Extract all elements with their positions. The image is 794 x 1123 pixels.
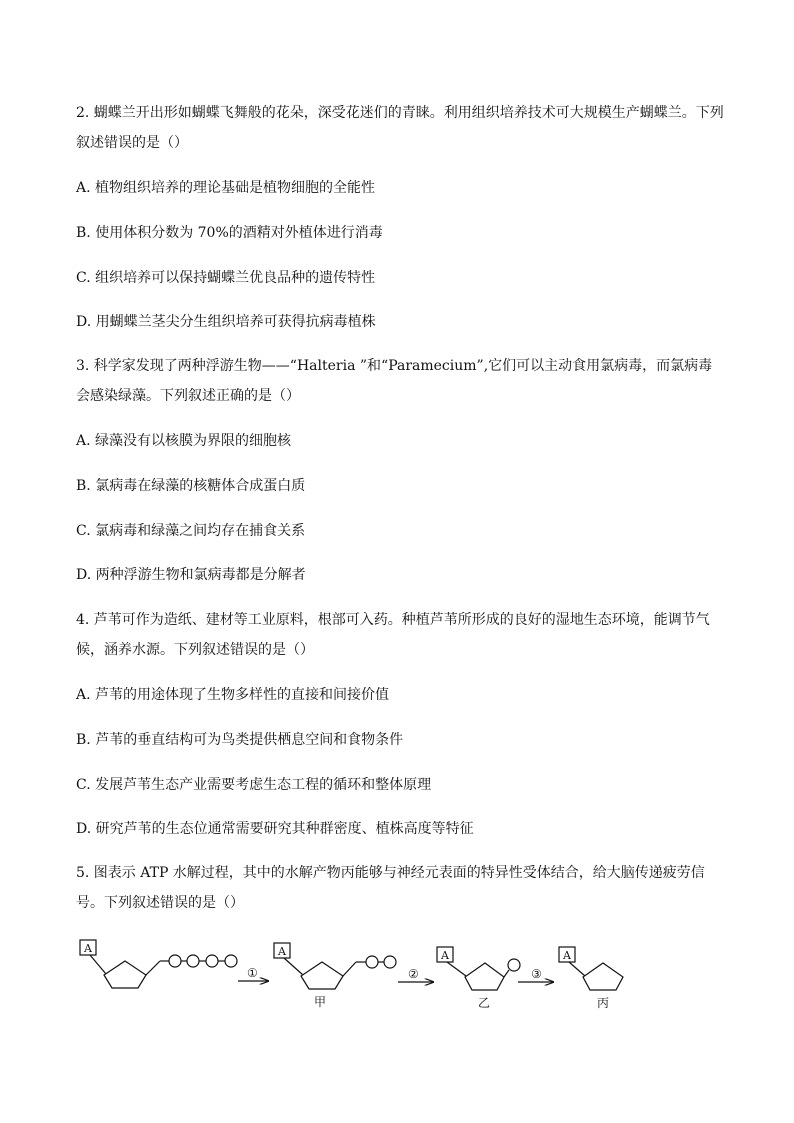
product-label-jia: 甲 bbox=[314, 995, 327, 1009]
step-label-1: ① bbox=[247, 966, 258, 980]
question-3-option-a: A. 绿藻没有以核膜为界限的细胞核 bbox=[76, 433, 292, 449]
phosphate-group bbox=[508, 959, 520, 971]
step-label-3: ③ bbox=[531, 967, 542, 981]
phosphate-group bbox=[366, 956, 378, 968]
ribose-pentagon bbox=[301, 962, 343, 989]
adenine-label: A bbox=[84, 942, 92, 955]
atp-hydrolysis-diagram bbox=[70, 930, 660, 1020]
phosphate-group bbox=[169, 955, 181, 967]
ribose-pentagon bbox=[465, 963, 504, 990]
adenine-label: A bbox=[441, 949, 449, 962]
question-2-option-b: B. 使用体积分数为 70%的酒精对外植体进行消毒 bbox=[76, 225, 383, 241]
phosphate-group bbox=[187, 955, 199, 967]
question-3-option-b: B. 氯病毒在绿藻的核糖体合成蛋白质 bbox=[76, 478, 306, 494]
step-label-2: ② bbox=[408, 967, 419, 981]
ribose-pentagon bbox=[583, 963, 623, 990]
question-4-option-d: D. 研究芦苇的生态位通常需要研究其种群密度、植株高度等特征 bbox=[76, 821, 474, 837]
question-2-stem: 2. 蝴蝶兰开出形如蝴蝶飞舞般的花朵，深受花迷们的青睐。利用组织培养技术可大规模生产蝴蝶兰。下列叙述错误的是（） bbox=[76, 105, 724, 151]
adenine-label: A bbox=[563, 949, 571, 962]
question-4-option-a: A. 芦苇的用途体现了生物多样性的直接和间接价值 bbox=[76, 687, 390, 703]
atp-molecule bbox=[80, 940, 237, 988]
question-5-stem: 5. 图表示 ATP 水解过程，其中的水解产物丙能够与神经元表面的特异性受体结合，给大脑传递疲劳信号。下列叙述错误的是（） bbox=[76, 865, 705, 911]
question-2-option-a: A. 植物组织培养的理论基础是植物细胞的全能性 bbox=[76, 180, 376, 196]
question-3-option-d: D. 两种浮游生物和氯病毒都是分解者 bbox=[76, 567, 306, 583]
question-2-option-d: D. 用蝴蝶兰茎尖分生组织培养可获得抗病毒植株 bbox=[76, 314, 376, 330]
adenine-label: A bbox=[278, 945, 286, 958]
product-label-bing: 丙 bbox=[597, 996, 610, 1010]
product-label-yi: 乙 bbox=[478, 996, 491, 1010]
phosphate-group bbox=[225, 955, 237, 967]
product-jia-molecule bbox=[274, 943, 396, 989]
ribose-pentagon bbox=[104, 961, 146, 988]
question-4-option-b: B. 芦苇的垂直结构可为鸟类提供栖息空间和食物条件 bbox=[76, 732, 404, 748]
question-4-stem: 4. 芦苇可作为造纸、建材等工业原料，根部可入药。种植芦苇所形成的良好的湿地生态环境，能调节气候，涵养水源。下列叙述错误的是（） bbox=[76, 612, 710, 658]
question-2-option-c: C. 组织培养可以保持蝴蝶兰优良品种的遗传特性 bbox=[76, 270, 376, 286]
question-3-stem: 3. 科学家发现了两种浮游生物——“Halteria ”和“Paramecium”,它们可以主动食用氯病毒，而氯病毒会感染绿藻。下列叙述正确的是（） bbox=[76, 358, 713, 404]
phosphate-group bbox=[384, 956, 396, 968]
product-yi-molecule bbox=[437, 947, 520, 990]
phosphate-group bbox=[206, 955, 218, 967]
question-3-option-c: C. 氯病毒和绿藻之间均存在捕食关系 bbox=[76, 523, 306, 539]
question-4-option-c: C. 发展芦苇生态产业需要考虑生态工程的循环和整体原理 bbox=[76, 777, 432, 793]
